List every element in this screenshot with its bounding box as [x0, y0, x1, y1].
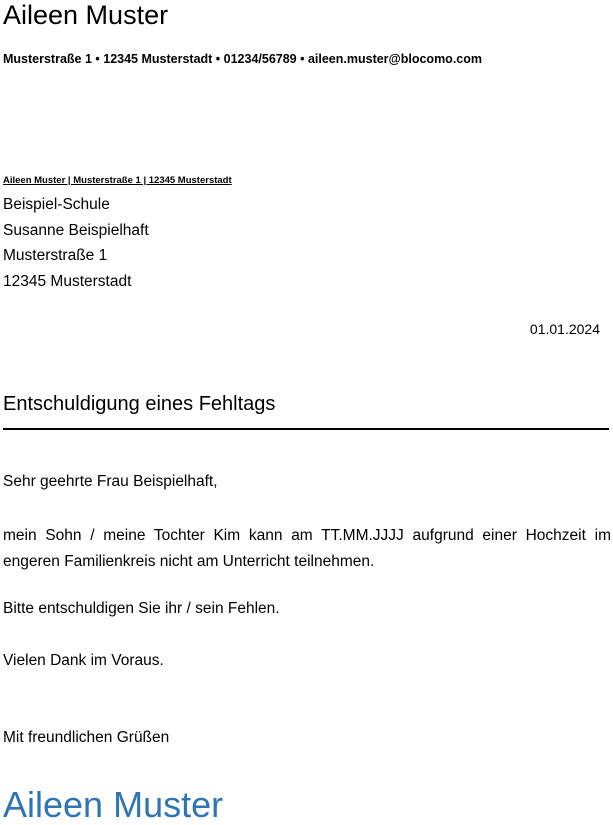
- recipient-line: Beispiel-Schule: [3, 196, 110, 213]
- recipient-line: Susanne Beispielhaft: [3, 221, 149, 239]
- letter-subject: Entschuldigung eines Fehltags: [3, 393, 276, 415]
- recipient-line: Musterstraße 1: [3, 247, 108, 264]
- subject-divider: [3, 428, 609, 430]
- return-address-line: Aileen Muster | Musterstraße 1 | 12345 Musterstadt: [3, 175, 232, 186]
- signature-name: Aileen Muster: [3, 784, 224, 825]
- letter-document: [3, 0, 610, 823]
- sender-name: Aileen Muster: [3, 0, 169, 30]
- sender-contact-line: Musterstraße 1 • 12345 Musterstadt • 01234/56789 • aileen.muster@blocomo.com: [3, 52, 482, 66]
- closing-phrase: Mit freundlichen Grüßen: [3, 729, 170, 746]
- body-paragraph: Bitte entschuldigen Sie ihr / sein Fehlen.: [3, 600, 280, 617]
- letter-date: 01.01.2024: [529, 321, 600, 337]
- body-paragraph: mein Sohn / meine Tochter Kim kann am TT.MM.JJJJ aufgrund einer Hochzeit im engeren Familienkreis nicht am Unterricht teilnehmen.: [3, 527, 611, 570]
- body-paragraph: Vielen Dank im Voraus.: [3, 652, 164, 669]
- recipient-line: 12345 Musterstadt: [3, 272, 132, 290]
- salutation: Sehr geehrte Frau Beispielhaft,: [3, 473, 218, 490]
- recipient-address: [3, 192, 149, 294]
